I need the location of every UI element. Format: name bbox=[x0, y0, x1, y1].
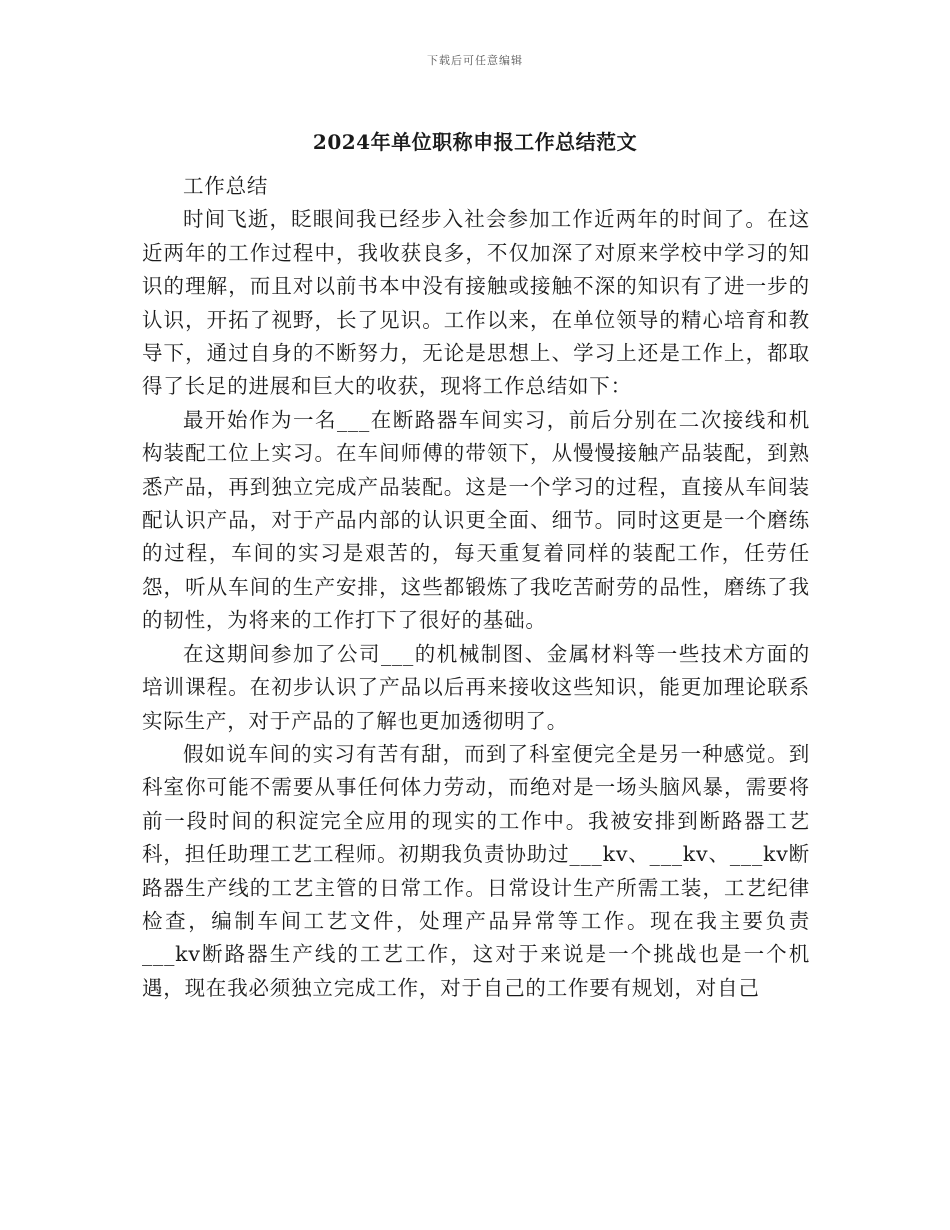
section-heading: 工作总结 bbox=[183, 174, 269, 198]
body-paragraph: 时间飞逝，眨眼间我已经步入社会参加工作近两年的时间了。在这近两年的工作过程中，我收获良多，不仅加深了对原来学校中学习的知识的理解，而且对以前书本中没有接触或接触不深的知识有了进一步的认识，开拓了视野，长了见识。工作以来，在单位领导的精心培育和教导下，通过自身的不断努力，无论是思想上、学习上还是工作上，都取得了长足的进展和巨大的收获，现将工作总结如下： bbox=[142, 207, 810, 399]
page-header-note: 下载后可任意编辑 bbox=[427, 54, 523, 67]
document-title: 2024年单位职称申报工作总结范文 bbox=[312, 130, 638, 154]
document-body bbox=[142, 170, 810, 1005]
body-paragraph: 假如说车间的实习有苦有甜，而到了科室便完全是另一种感觉。到科室你可能不需要从事任何体力劳动，而绝对是一场头脑风暴，需要将前一段时间的积淀完全应用的现实的工作中。我被安排到断路器工艺科，担任助理工艺工程师。初期我负责协助过___kv、___kv、___kv断路器生产线的工艺主管的日常工作。日常设计生产所需工装，工艺纪律检查，编制车间工艺文件，处理产品异常等工作。现在我主要负责___kv断路器生产线的工艺工作，这对于来说是一个挑战也是一个机遇，现在我必须独立完成工作，对于自己的工作要有规划，对自己 bbox=[142, 741, 810, 1000]
body-paragraph: 在这期间参加了公司___的机械制图、金属材料等一些技术方面的培训课程。在初步认识了产品以后再来接收这些知识，能更加理论联系实际生产，对于产品的了解也更加透彻明了。 bbox=[142, 641, 810, 733]
body-paragraph: 最开始作为一名___在断路器车间实习，前后分别在二次接线和机构装配工位上实习。在车间师傅的带领下，从慢慢接触产品装配，到熟悉产品，再到独立完成产品装配。这是一个学习的过程，直接从车间装配认识产品，对于产品内部的认识更全面、细节。同时这更是一个磨练的过程，车间的实习是艰苦的，每天重复着同样的装配工作，任劳任怨，听从车间的生产安排，这些都锻炼了我吃苦耐劳的品性，磨练了我的韧性，为将来的工作打下了很好的基础。 bbox=[142, 407, 810, 633]
